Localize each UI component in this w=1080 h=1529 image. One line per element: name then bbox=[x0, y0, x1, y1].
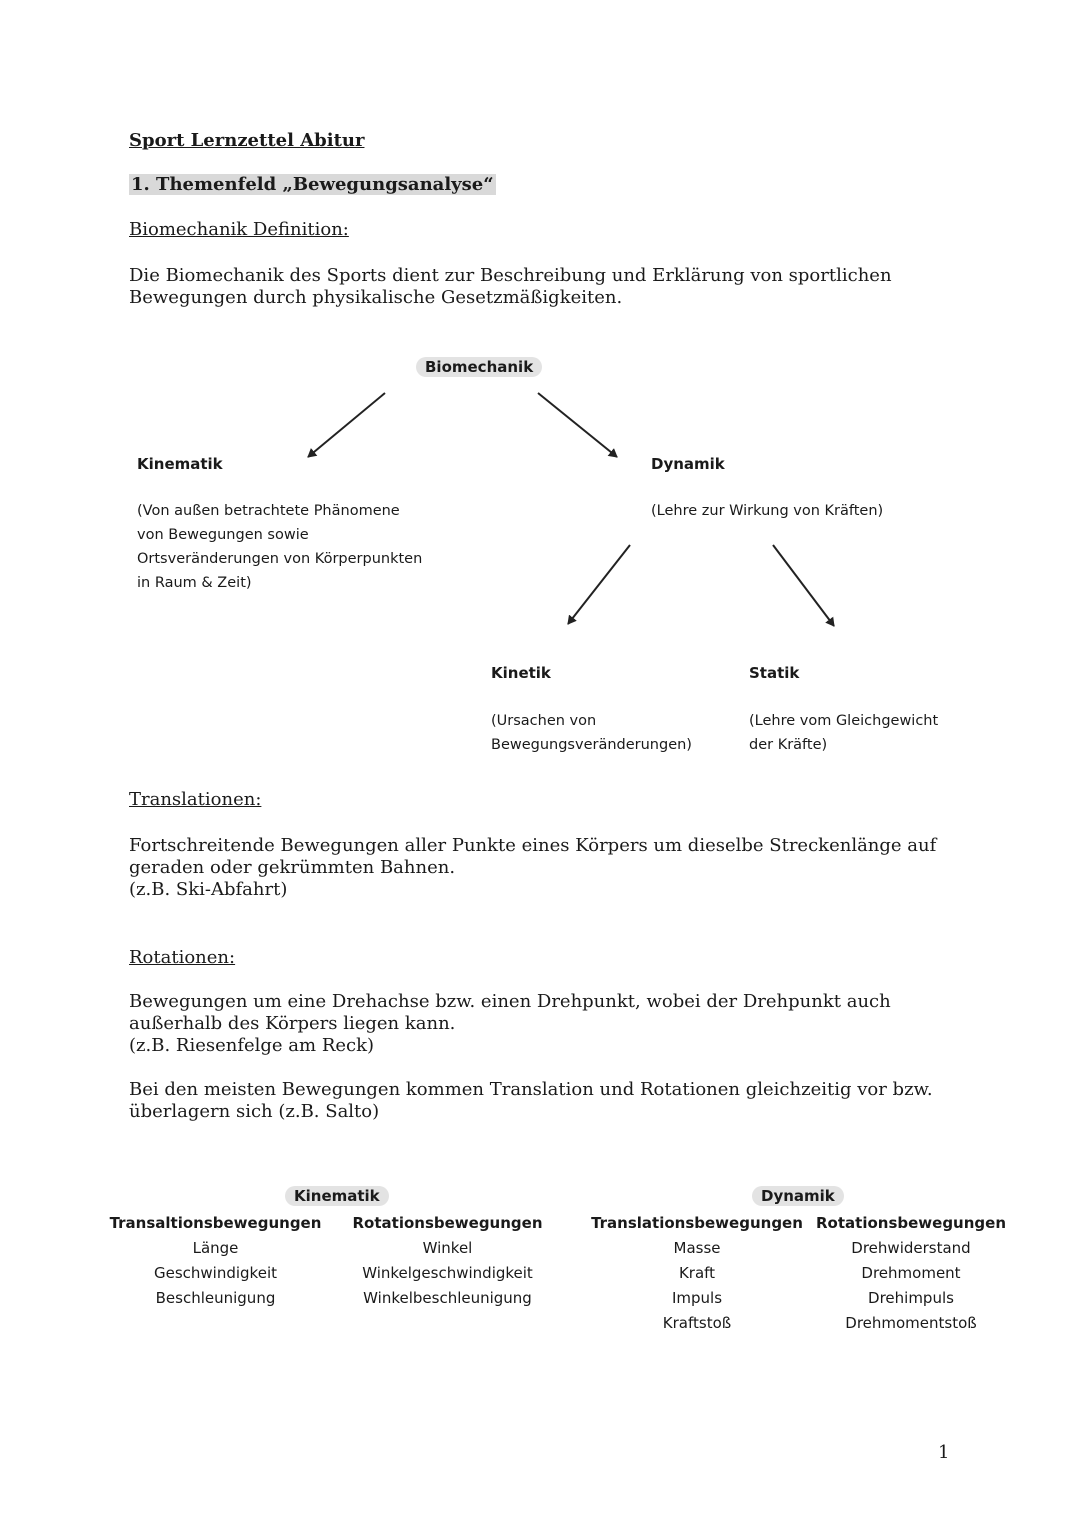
list-item: Drehmoment bbox=[861, 1264, 961, 1282]
diagram-node-statik: Statik bbox=[749, 664, 800, 682]
arrow-to-dynamik bbox=[538, 393, 617, 457]
list-item: Drehwiderstand bbox=[851, 1239, 971, 1257]
list-item: Drehimpuls bbox=[868, 1289, 954, 1307]
page-title: Sport Lernzettel Abitur bbox=[129, 130, 365, 151]
section-heading: 1. Themenfeld „Bewegungsanalyse“ bbox=[131, 174, 494, 195]
translationen-heading: Translationen: bbox=[129, 789, 262, 810]
diagram-desc-kinetik: (Ursachen von Bewegungsveränderungen) bbox=[491, 713, 692, 753]
list-item: Kraftstoß bbox=[662, 1314, 732, 1332]
diagram-desc-dynamik: (Lehre zur Wirkung von Kräften) bbox=[651, 503, 884, 519]
arrow-to-kinetik bbox=[568, 545, 630, 624]
list-item: Winkelbeschleunigung bbox=[363, 1289, 532, 1307]
column-kinematik-translation bbox=[108, 1211, 323, 1311]
column-header: Transaltionsbewegungen bbox=[109, 1214, 322, 1232]
column-header: Rotationsbewegungen bbox=[816, 1214, 1006, 1232]
column-header: Translationsbewegungen bbox=[591, 1214, 803, 1232]
list-item: Impuls bbox=[671, 1289, 723, 1307]
list-item: Geschwindigkeit bbox=[153, 1264, 277, 1282]
list-item: Drehmomentstoß bbox=[845, 1314, 977, 1332]
column-kinematik-rotation bbox=[345, 1211, 550, 1311]
page-number: 1 bbox=[938, 1442, 950, 1463]
diagram-node-kinematik: Kinematik bbox=[137, 455, 223, 473]
list-item: Beschleunigung bbox=[155, 1289, 276, 1307]
table-label-kinematik: Kinematik bbox=[285, 1186, 389, 1206]
diagram-node-dynamik: Dynamik bbox=[651, 455, 725, 473]
diagram-root-biomechanik: Biomechanik bbox=[416, 357, 542, 377]
list-item: Länge bbox=[192, 1239, 239, 1257]
column-header: Rotationsbewegungen bbox=[352, 1214, 543, 1232]
list-item: Masse bbox=[673, 1239, 721, 1257]
diagram-desc-kinematik: (Von außen betrachtete Phänomene von Bewegungen sowie Ortsveränderungen von Körperpunkten in Raum & Zeit) bbox=[137, 503, 423, 591]
table-label-dynamik: Dynamik bbox=[752, 1186, 844, 1206]
rotationen-text: Bewegungen um eine Drehachse bzw. einen Drehpunkt, wobei der Drehpunkt auch außerhalb des Körpers liegen kann. bbox=[129, 991, 891, 1034]
overlap-text: Bei den meisten Bewegungen kommen Translation und Rotationen gleichzeitig vor bzw. überlagern sich (z.B. Salto) bbox=[129, 1079, 933, 1122]
translationen-example: (z.B. Ski-Abfahrt) bbox=[129, 879, 288, 900]
arrow-to-statik bbox=[773, 545, 834, 626]
list-item: Kraft bbox=[678, 1264, 716, 1282]
list-item: Winkel bbox=[422, 1239, 473, 1257]
column-dynamik-rotation bbox=[815, 1211, 1007, 1336]
rotationen-example: (z.B. Riesenfelge am Reck) bbox=[129, 1035, 375, 1056]
rotationen-heading: Rotationen: bbox=[129, 947, 236, 968]
definition-heading: Biomechanik Definition: bbox=[129, 219, 349, 240]
arrow-to-kinematik bbox=[308, 393, 385, 457]
translationen-text: Fortschreitende Bewegungen aller Punkte eines Körpers um dieselbe Streckenlänge auf geraden oder gekrümmten Bahnen. bbox=[129, 835, 937, 878]
diagram-node-kinetik: Kinetik bbox=[491, 664, 551, 682]
list-item: Winkelgeschwindigkeit bbox=[362, 1264, 533, 1282]
column-dynamik-translation bbox=[588, 1211, 806, 1336]
definition-text: Die Biomechanik des Sports dient zur Beschreibung und Erklärung von sportlichen Bewegungen durch physikalische Gesetzmäßigkeiten. bbox=[129, 265, 892, 308]
diagram-desc-statik: (Lehre vom Gleichgewicht der Kräfte) bbox=[749, 713, 939, 753]
